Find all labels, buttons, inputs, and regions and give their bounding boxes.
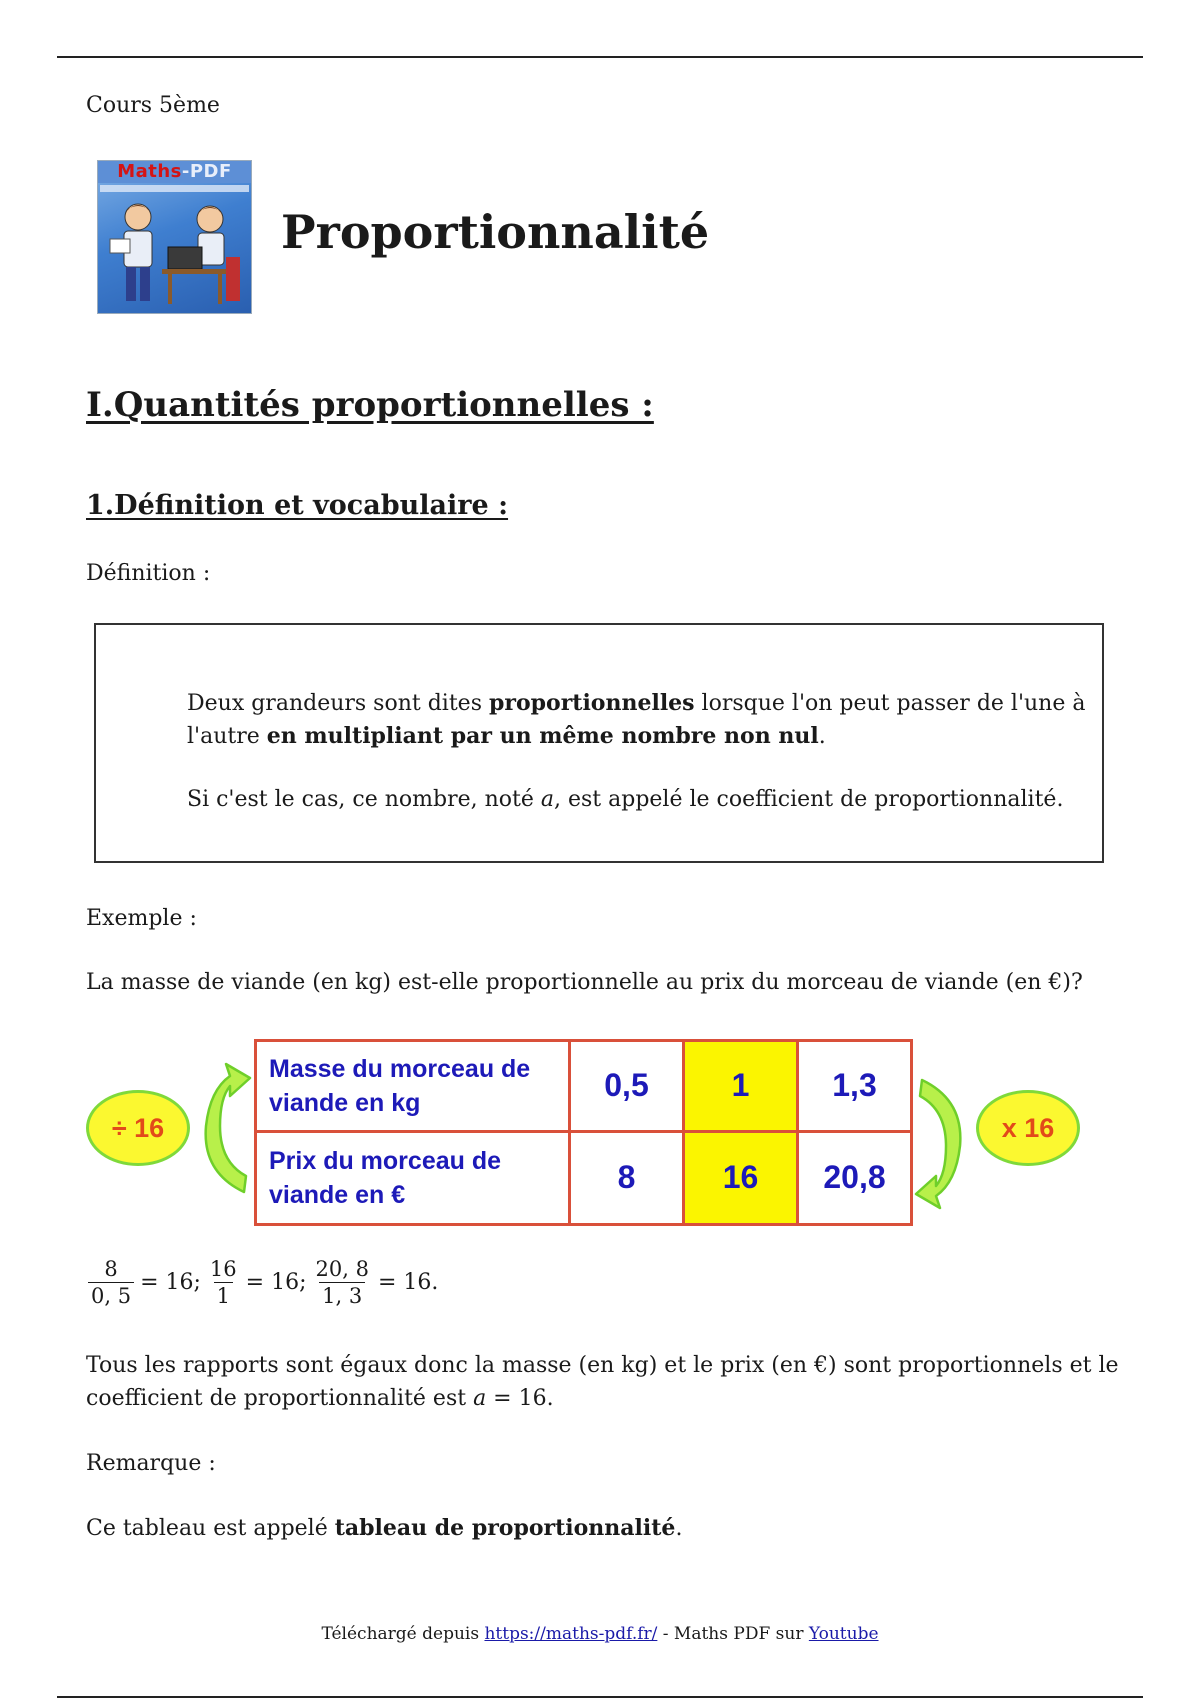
top-rule bbox=[57, 56, 1143, 58]
multiply-arrow-icon bbox=[914, 1070, 970, 1220]
price-cell-highlighted: 16 bbox=[685, 1133, 799, 1224]
coefficient-paragraph: Si c'est le cas, ce nombre, noté a, est appelé le coefficient de proportionnalité. bbox=[187, 787, 1064, 812]
fraction: $\frac{16}{1}$ bbox=[209, 1257, 237, 1308]
remark-paragraph: Ce tableau est appelé tableau de proportionnalité. bbox=[86, 1515, 683, 1541]
definition-box bbox=[94, 623, 1104, 863]
price-cell: 20,8 bbox=[823, 1159, 886, 1196]
conclusion-paragraph: Tous les rapports sont égaux donc la masse (en kg) et le prix (en €) sont proportionnels et le coefficient de proportionnalité est a = 16. bbox=[86, 1353, 1119, 1411]
fraction: $\frac{8}{0, 5}$ bbox=[88, 1256, 134, 1309]
definition-label: Définition : bbox=[86, 561, 211, 586]
fraction-result: = 16. bbox=[377, 1270, 439, 1295]
logo-subtitle-strip bbox=[100, 185, 249, 192]
course-level: Cours 5ème bbox=[86, 93, 220, 118]
mass-cell: 1,3 bbox=[799, 1042, 910, 1133]
maths-pdf-logo bbox=[97, 160, 252, 314]
logo-banner: Maths-PDF bbox=[98, 161, 251, 183]
divide-arrow-icon bbox=[196, 1052, 252, 1202]
maths-pdf-link[interactable]: https://maths-pdf.fr/ bbox=[484, 1624, 658, 1644]
row-header-price: Prix du morceau de viande en € bbox=[257, 1133, 571, 1224]
logo-illustration bbox=[98, 195, 251, 313]
mass-cell-highlighted: 1 bbox=[685, 1042, 799, 1133]
multiply-by-16-label: x 16 bbox=[976, 1090, 1080, 1166]
fraction-result: = 16; bbox=[245, 1270, 307, 1295]
remark-label: Remarque : bbox=[86, 1451, 216, 1476]
page-footer: Téléchargé depuis https://maths-pdf.fr/ - Maths PDF sur Youtube bbox=[321, 1624, 879, 1644]
proportionality-table bbox=[254, 1039, 913, 1226]
price-cell: 8 bbox=[571, 1133, 685, 1224]
subsection-heading: 1.Définition et vocabulaire : bbox=[86, 490, 509, 521]
bottom-rule bbox=[57, 1696, 1143, 1698]
row-header-mass: Masse du morceau de viande en kg bbox=[257, 1042, 571, 1133]
divide-by-16-label: ÷ 16 bbox=[86, 1090, 190, 1166]
example-label: Exemple : bbox=[86, 906, 197, 931]
definition-paragraph: Deux grandeurs sont dites proportionnelles lorsque l'on peut passer de l'une à l'autre en multipliant par un même nombre non nul. bbox=[187, 690, 1086, 749]
example-question: La masse de viande (en kg) est-elle proportionnelle au prix du morceau de viande (en €)? bbox=[86, 970, 1083, 995]
fraction: $\frac{20, 8}{1, 3}$ bbox=[315, 1257, 369, 1308]
mass-cell: 0,5 bbox=[571, 1042, 685, 1133]
section-heading: I.Quantités proportionnelles : bbox=[86, 385, 654, 425]
page-title: Proportionnalité bbox=[281, 205, 710, 259]
ratio-calculations bbox=[86, 1256, 438, 1309]
youtube-link[interactable]: Youtube bbox=[808, 1624, 879, 1644]
fraction-result: = 16; bbox=[140, 1270, 201, 1295]
